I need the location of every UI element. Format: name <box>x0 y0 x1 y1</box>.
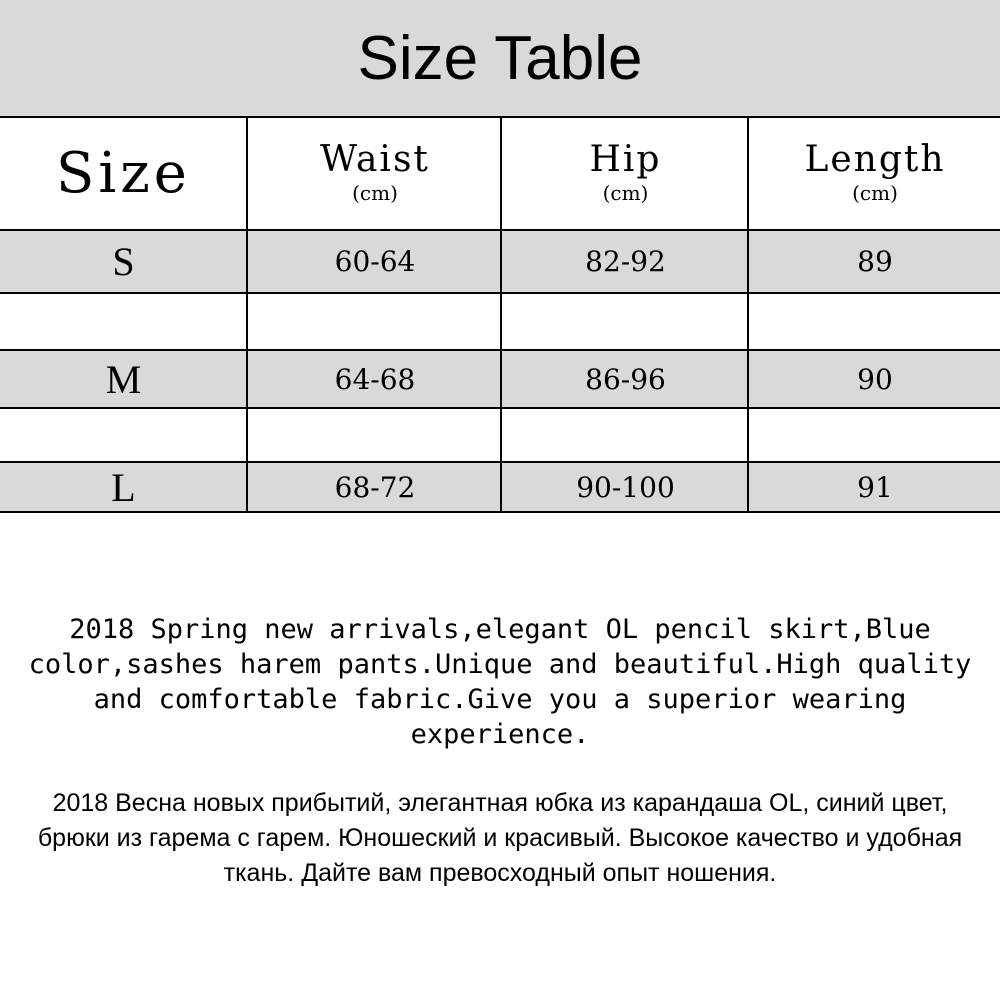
hip-cell <box>503 350 748 408</box>
length-value: 89 <box>857 245 893 278</box>
header-size <box>0 116 247 230</box>
hip-cell <box>503 462 748 512</box>
header-hip-unit: (cm) <box>602 181 649 205</box>
size-cell <box>0 230 247 293</box>
header-hip-label: Hip <box>589 139 662 180</box>
page-title: Size Table <box>357 23 643 93</box>
header-length <box>750 116 1000 230</box>
size-cell <box>0 462 247 512</box>
size-value: L <box>111 464 136 510</box>
hip-value: 82-92 <box>585 245 666 278</box>
header-waist-unit: (cm) <box>352 181 398 205</box>
grid-line <box>246 116 248 512</box>
waist-cell <box>249 230 501 293</box>
description-english: 2018 Spring new arrivals,elegant OL pencil skirt,Blue color,sashes harem pants.Unique and beautiful.High quality and comfortable fabric.Give you a superior wearing experience. <box>28 614 972 750</box>
waist-cell <box>249 462 501 512</box>
size-cell <box>0 350 247 408</box>
hip-value: 90-100 <box>576 470 675 504</box>
description-russian: 2018 Весна новых прибытий, элегантная юбка из карандаша OL, синий цвет, брюки из гарема с гарем. Юношеский и красивый. Высокое качество и удобная ткань. Дайте вам превосходный опыт ношения. <box>37 789 963 887</box>
waist-cell <box>249 350 501 408</box>
header-hip <box>503 116 748 230</box>
header-length-label: Length <box>804 139 946 180</box>
title-band <box>0 0 1000 116</box>
waist-value: 64-68 <box>334 362 416 396</box>
length-cell <box>750 462 1000 512</box>
waist-value: 68-72 <box>334 470 416 504</box>
length-value: 91 <box>857 470 893 504</box>
header-size-label: Size <box>56 140 191 206</box>
length-cell <box>750 230 1000 293</box>
grid-line <box>747 116 749 512</box>
length-value: 90 <box>857 362 893 396</box>
header-waist <box>249 116 501 230</box>
size-value: M <box>105 356 142 402</box>
header-waist-label: Waist <box>320 139 430 180</box>
length-cell <box>750 350 1000 408</box>
hip-value: 86-96 <box>585 362 666 396</box>
waist-value: 60-64 <box>334 245 416 278</box>
hip-cell <box>503 230 748 293</box>
header-length-unit: (cm) <box>852 181 898 205</box>
grid-line <box>500 116 502 512</box>
size-value: S <box>112 239 135 284</box>
